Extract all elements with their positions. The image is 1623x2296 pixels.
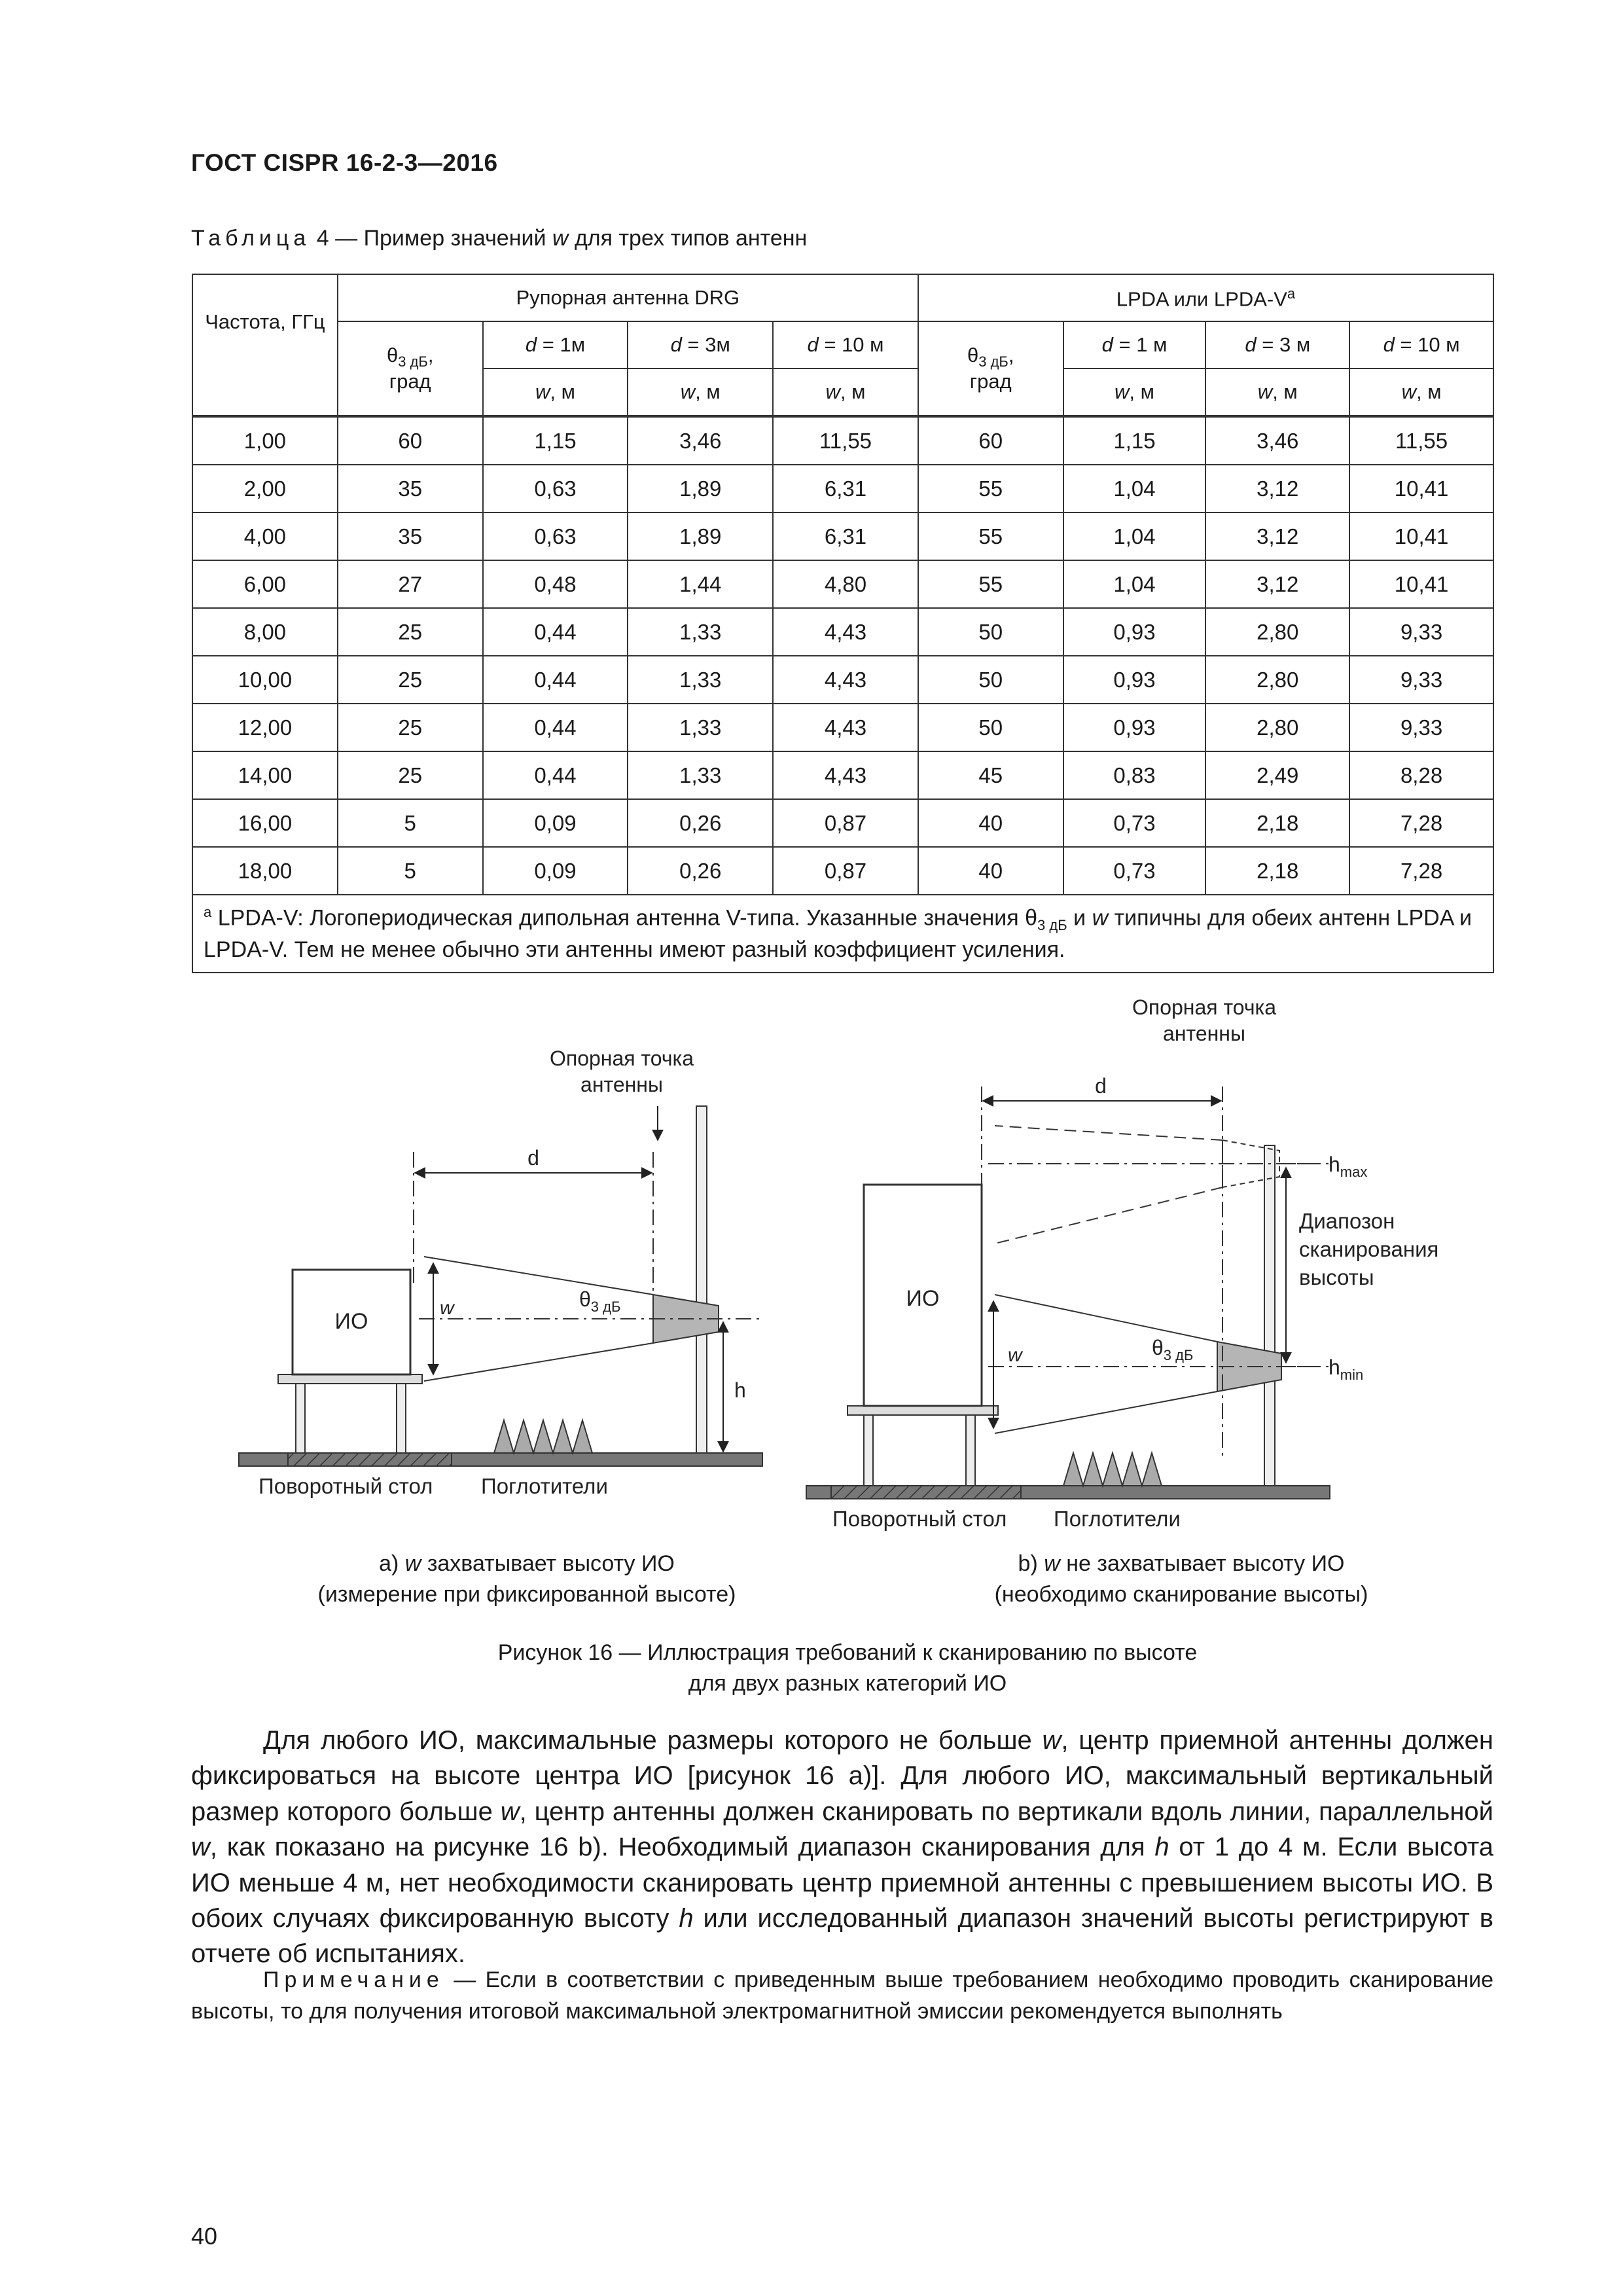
lpda-group-label: LPDA или LPDA-V — [1116, 287, 1287, 310]
table-cell: 1,33 — [628, 704, 773, 751]
w-unit: , м — [550, 380, 575, 404]
w-label: w — [1257, 380, 1273, 404]
w-label: w — [535, 380, 550, 404]
body-h-2: h — [679, 1903, 694, 1933]
figure-caption-a — [301, 1549, 753, 1610]
table-cell: 4,43 — [773, 704, 918, 751]
table-cell: 6,31 — [773, 465, 918, 512]
lpda-d-value: 3 м — [1279, 333, 1311, 357]
theta-sub-a: 3 дБ — [590, 1299, 621, 1315]
body-text-2: , центр приемной антенны должен фиксироваться на высоте центра ИО [рисунок 16 a)]. Для любого ИО, максимальный вертикальный размер которого больше — [191, 1726, 1493, 1826]
absorbers-label-a: Поглотители — [481, 1474, 608, 1498]
table-cell: 0,63 — [483, 465, 628, 512]
table-cell: 8,00 — [192, 608, 338, 656]
caption-a-text: захватывает высоту ИО — [427, 1551, 675, 1576]
table-cell: 1,04 — [1063, 560, 1206, 608]
w-label-b: w — [1008, 1344, 1022, 1366]
absorbers-label-b: Поглотители — [1054, 1507, 1181, 1531]
caption-a-w: w — [404, 1551, 421, 1576]
scan-range-label-1: Диапозон — [1299, 1209, 1395, 1233]
hmax-symbol: h — [1329, 1153, 1340, 1176]
header-w-unit — [483, 368, 628, 416]
horn-theta-symbol: θ — [386, 343, 399, 367]
antenna-mast-b — [1264, 1145, 1275, 1486]
d-label: d — [807, 333, 819, 357]
table-cell: 1,00 — [192, 416, 338, 465]
footnote-mark: a — [204, 904, 212, 920]
table-cell: 60 — [918, 416, 1063, 465]
table-cell: 40 — [918, 799, 1063, 847]
table-cell: 10,00 — [192, 656, 338, 704]
table-cell: 0,44 — [483, 608, 628, 656]
table-cell: 6,00 — [192, 560, 338, 608]
table-cell: 2,18 — [1205, 847, 1349, 895]
table-cell: 0,26 — [628, 799, 773, 847]
table-cell: 3,12 — [1205, 512, 1349, 560]
table-cell: 0,93 — [1063, 704, 1206, 751]
table-row — [192, 608, 1493, 656]
table-cell: 35 — [338, 465, 483, 512]
table-top-b — [847, 1406, 998, 1415]
header-w-unit — [773, 368, 918, 416]
table-cell: 45 — [918, 751, 1063, 799]
table-cell: 50 — [918, 608, 1063, 656]
table-cell: 4,43 — [773, 751, 918, 799]
table-cell: 5 — [338, 799, 483, 847]
body-w-2: w — [500, 1797, 520, 1826]
hmax-sub: max — [1340, 1164, 1368, 1180]
table-cell: 10,41 — [1349, 512, 1493, 560]
table-cell: 27 — [338, 560, 483, 608]
body-w-1: w — [1042, 1726, 1061, 1755]
header-w-unit — [628, 368, 773, 416]
beam-bottom-hmin-b — [995, 1391, 1217, 1433]
footnote-w: w — [1092, 905, 1109, 931]
table-cell: 25 — [338, 751, 483, 799]
table-cell: 9,33 — [1349, 704, 1493, 751]
beam-top-hmax-b — [995, 1126, 1222, 1140]
table-cell: 3,12 — [1205, 560, 1349, 608]
d-label-b: d — [1095, 1074, 1107, 1098]
table-cell: 1,15 — [483, 416, 628, 465]
table-row — [192, 465, 1493, 512]
table-cell: 14,00 — [192, 751, 338, 799]
theta-label-b — [1152, 1336, 1193, 1363]
table-cell: 0,83 — [1063, 751, 1206, 799]
table-leg-a — [397, 1384, 406, 1453]
horn-d-value: 10 м — [842, 333, 884, 357]
figure-title-line1: Рисунок 16 — Иллюстрация требований к сканированию по высоте — [497, 1640, 1198, 1665]
header-horn-d1: d = 1м — [483, 321, 628, 368]
table-cell: 1,89 — [628, 512, 773, 560]
hmin-sub: min — [1340, 1367, 1364, 1383]
table-cell: 0,09 — [483, 847, 628, 895]
table-cell: 0,44 — [483, 751, 628, 799]
table-cell: 0,73 — [1063, 799, 1206, 847]
table-cell: 35 — [338, 512, 483, 560]
table-cell: 25 — [338, 704, 483, 751]
table-cell: 18,00 — [192, 847, 338, 895]
body-text-1: Для любого ИО, максимальные размеры которого не больше — [263, 1726, 1032, 1755]
w-label: w — [1115, 380, 1130, 404]
body-text-5: от 1 до 4 м. Если высота ИО меньше 4 м, нет необходимости сканировать центр приемной антенны с превышением высоты ИО. В обоих случаях фиксированную высоту — [191, 1833, 1493, 1933]
horn-d-value: 1м — [560, 333, 586, 357]
table-cell: 10,41 — [1349, 465, 1493, 512]
table-cell: 9,33 — [1349, 656, 1493, 704]
antenna-table — [192, 274, 1494, 973]
table-cell: 5 — [338, 847, 483, 895]
table-cell: 0,87 — [773, 799, 918, 847]
figure-caption-b — [923, 1549, 1440, 1610]
d-label: d — [525, 333, 537, 357]
caption-a-prefix: а) — [379, 1551, 399, 1576]
table-cell: 2,80 — [1205, 656, 1349, 704]
document-header: ГОСТ CISPR 16-2-3—2016 — [191, 149, 498, 176]
body-paragraph — [191, 1723, 1493, 1972]
beam-top-hmin-b — [995, 1295, 1217, 1342]
table-cell: 0,44 — [483, 704, 628, 751]
table-cell: 1,04 — [1063, 512, 1206, 560]
table-row — [192, 751, 1493, 799]
theta-symbol-b: θ — [1152, 1336, 1164, 1359]
antenna-mast-a — [696, 1106, 707, 1453]
table-cell: 16,00 — [192, 799, 338, 847]
header-frequency-label: Частота, ГГц — [205, 310, 325, 334]
lpda-d-value: 10 м — [1418, 333, 1460, 357]
table-cell: 50 — [918, 704, 1063, 751]
header-lpda-d1: d = 1 м — [1063, 321, 1206, 368]
d-label: d — [1383, 333, 1395, 357]
hmax-label-b — [1329, 1153, 1367, 1180]
d-label: d — [1101, 333, 1113, 357]
ref-point-label-b-2: антенны — [1163, 1022, 1245, 1045]
footnote-theta: θ — [1025, 905, 1038, 931]
table-cell: 50 — [918, 656, 1063, 704]
horn-theta-unit: град — [389, 370, 431, 393]
table-cell: 25 — [338, 656, 483, 704]
figure-title — [380, 1638, 1315, 1699]
w-unit: , м — [1416, 380, 1442, 404]
table-cell: 4,43 — [773, 656, 918, 704]
turntable-b — [831, 1486, 1021, 1499]
w-label-a: w — [440, 1297, 454, 1319]
lpda-group-sup: a — [1287, 285, 1296, 302]
turntable-label-b: Поворотный стол — [832, 1507, 1007, 1531]
table-cell: 55 — [918, 560, 1063, 608]
table-cell: 8,28 — [1349, 751, 1493, 799]
table-cell: 1,33 — [628, 608, 773, 656]
note-text: — Если в соответствии с приведенным выше требованием необходимо проводить сканирование высоты, то для получения итоговой максимальной электромагнитной эмиссии рекомендуется выполнять — [191, 1967, 1493, 2024]
table-cell: 2,18 — [1205, 799, 1349, 847]
ref-point-label-b-1: Опорная точка — [1132, 996, 1277, 1019]
ref-point-label-a-1: Опорная точка — [549, 1047, 694, 1070]
absorbers-b — [1063, 1453, 1162, 1486]
caption-b-w: w — [1044, 1551, 1060, 1576]
w-label: w — [1401, 380, 1416, 404]
scan-range-label-3: высоты — [1299, 1265, 1374, 1289]
table-cell: 55 — [918, 465, 1063, 512]
page-number: 40 — [191, 2223, 218, 2250]
footnote-text-3: типичны для обеих антенн LPDA и LPDA-V. Тем не менее обычно эти антенны имеют разный коэффициент усиления. — [204, 905, 1472, 962]
table-cell: 11,55 — [773, 416, 918, 465]
table-leg-b — [864, 1415, 873, 1486]
table-cell: 3,46 — [1205, 416, 1349, 465]
lpda-d-value: 1 м — [1136, 333, 1168, 357]
d-label: d — [1245, 333, 1257, 357]
header-horn-d10: d = 10 м — [773, 321, 918, 368]
table-cell: 1,89 — [628, 465, 773, 512]
table-cell: 0,09 — [483, 799, 628, 847]
theta-symbol-a: θ — [579, 1287, 591, 1311]
header-lpda-group — [918, 274, 1493, 321]
horn-theta-sub: 3 дБ — [398, 353, 428, 370]
table-cell: 7,28 — [1349, 799, 1493, 847]
w-label: w — [680, 380, 696, 404]
header-w-unit — [1349, 368, 1493, 416]
table-cell: 4,80 — [773, 560, 918, 608]
table-cell: 0,73 — [1063, 847, 1206, 895]
table-cell: 0,44 — [483, 656, 628, 704]
table-cell: 2,49 — [1205, 751, 1349, 799]
header-horn-theta: $\theta_{3 дБ}$, град — [338, 321, 483, 416]
table-cell: 3,46 — [628, 416, 773, 465]
table-cell: 1,33 — [628, 751, 773, 799]
table-cell: 0,87 — [773, 847, 918, 895]
w-unit: , м — [1129, 380, 1154, 404]
body-text-6: или исследованный диапазон значений высоты регистрируют в отчете об испытаниях. — [191, 1903, 1493, 1969]
table-caption-w: w — [552, 226, 569, 251]
table-cell: 7,28 — [1349, 847, 1493, 895]
table-cell: 0,48 — [483, 560, 628, 608]
d-label: d — [670, 333, 682, 357]
theta-sub-b: 3 дБ — [1163, 1347, 1194, 1363]
caption-b-line2: (необходимо сканирование высоты) — [994, 1581, 1368, 1607]
table-cell: 60 — [338, 416, 483, 465]
header-w-unit — [1205, 368, 1349, 416]
table-cell: 2,80 — [1205, 704, 1349, 751]
caption-a-line2: (измерение при фиксированной высоте) — [317, 1581, 736, 1607]
lpda-theta-sub: 3 дБ — [978, 353, 1008, 370]
table-cell: 25 — [338, 608, 483, 656]
table-leg-a — [296, 1384, 305, 1453]
table-cell: 0,63 — [483, 512, 628, 560]
table-caption-number: 4 — Пример значений — [316, 226, 546, 251]
table-cell: 1,33 — [628, 656, 773, 704]
footnote-theta-sub: 3 дБ — [1037, 917, 1067, 934]
table-cell: 0,93 — [1063, 608, 1206, 656]
lpda-theta-unit: град — [969, 370, 1012, 393]
subfigure-a — [239, 1047, 762, 1498]
eut-label-a: ИО — [334, 1309, 368, 1334]
table-cell: 12,00 — [192, 704, 338, 751]
caption-b-text: не захватывает высоту ИО — [1066, 1551, 1345, 1576]
table-cell: 1,44 — [628, 560, 773, 608]
header-lpda-d3: d = 3 м — [1205, 321, 1349, 368]
header-w-unit — [1063, 368, 1206, 416]
beam-bottom-a — [424, 1343, 653, 1381]
body-w-3: w — [191, 1833, 210, 1862]
note-label: Примечание — [263, 1967, 444, 1992]
figure-16-diagram — [0, 969, 1623, 1545]
table-row — [192, 656, 1493, 704]
table-row — [192, 560, 1493, 608]
subfigure-b — [806, 996, 1438, 1531]
footnote-text-2: и — [1073, 905, 1086, 931]
table-cell: 6,31 — [773, 512, 918, 560]
beam-top-a — [424, 1257, 653, 1295]
table-cell: 11,55 — [1349, 416, 1493, 465]
d-label-a: d — [527, 1146, 539, 1170]
turntable-label-a: Поворотный стол — [259, 1474, 433, 1498]
table-cell: 0,26 — [628, 847, 773, 895]
scan-range-label-2: сканирования — [1299, 1237, 1439, 1261]
table-cell: 4,00 — [192, 512, 338, 560]
eut-label-b: ИО — [906, 1286, 940, 1311]
figure-title-line2: для двух разных категорий ИО — [688, 1670, 1007, 1696]
table-row — [192, 847, 1493, 895]
table-row — [192, 799, 1493, 847]
table-cell: 4,43 — [773, 608, 918, 656]
body-text-3: , центр антенны должен сканировать по вертикали вдоль линии, параллельной — [519, 1797, 1493, 1826]
header-horn-group: Рупорная антенна DRG — [338, 274, 918, 321]
header-horn-d3: d = 3м — [628, 321, 773, 368]
table-top-a — [278, 1374, 422, 1384]
w-unit: , м — [695, 380, 721, 404]
hmin-label-b — [1329, 1355, 1363, 1383]
absorbers-a — [494, 1420, 592, 1453]
table-body — [192, 416, 1493, 895]
table-caption-prefix: Таблица — [191, 226, 311, 251]
table-row — [192, 416, 1493, 465]
table-cell: 9,33 — [1349, 608, 1493, 656]
ref-point-label-a-2: антенны — [580, 1073, 663, 1096]
table-cell: 2,00 — [192, 465, 338, 512]
table-leg-b — [966, 1415, 975, 1486]
w-label: w — [825, 380, 840, 404]
body-text-4: , как показано на рисунке 16 b). Необходимый диапазон сканирования для — [209, 1833, 1145, 1862]
body-h-1: h — [1154, 1833, 1169, 1862]
header-frequency — [192, 274, 338, 416]
table-row — [192, 704, 1493, 751]
table-caption — [191, 226, 807, 251]
h-label-a: h — [734, 1378, 746, 1402]
hmin-symbol: h — [1329, 1355, 1340, 1379]
table-cell: 0,93 — [1063, 656, 1206, 704]
table-footnote — [192, 895, 1493, 973]
table-cell: 2,80 — [1205, 608, 1349, 656]
table-cell: 1,04 — [1063, 465, 1206, 512]
horn-d-value: 3м — [705, 333, 730, 357]
caption-b-prefix: b) — [1018, 1551, 1038, 1576]
turntable-a — [288, 1453, 452, 1466]
table-cell: 55 — [918, 512, 1063, 560]
table-row — [192, 512, 1493, 560]
table-cell: 10,41 — [1349, 560, 1493, 608]
header-lpda-theta: $\theta_{3 дБ}$, град — [918, 321, 1063, 416]
footnote-text-1: LPDA-V: Логопериодическая дипольная антенна V-типа. Указанные значения — [217, 905, 1019, 931]
table-caption-suffix: для трех типов антенн — [574, 226, 808, 251]
w-unit: , м — [840, 380, 866, 404]
table-cell: 1,15 — [1063, 416, 1206, 465]
lpda-theta-symbol: θ — [967, 343, 979, 367]
table-cell: 40 — [918, 847, 1063, 895]
note-paragraph — [191, 1965, 1493, 2027]
theta-label-a — [579, 1287, 620, 1315]
beam-bottom-hmax-b — [995, 1187, 1222, 1244]
table-cell: 3,12 — [1205, 465, 1349, 512]
header-lpda-d10: d = 10 м — [1349, 321, 1493, 368]
w-unit: , м — [1272, 380, 1298, 404]
